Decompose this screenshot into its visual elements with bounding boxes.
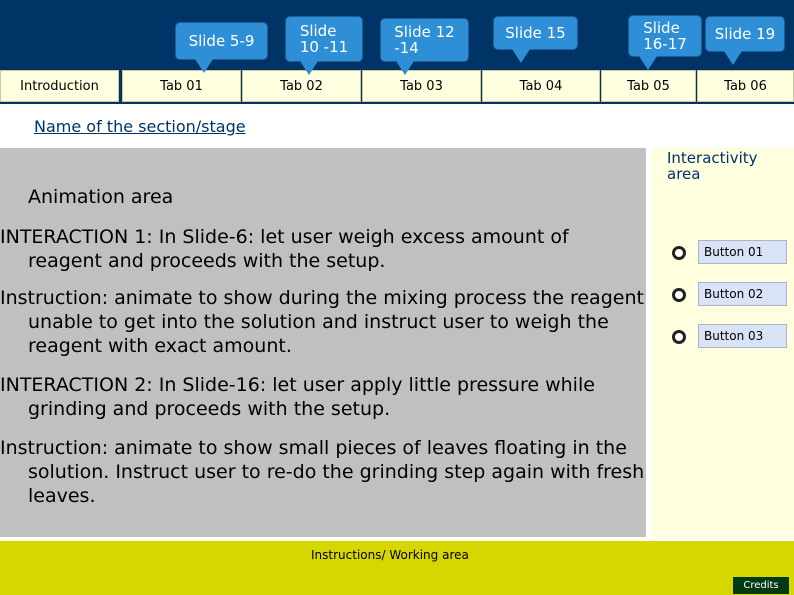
credits-label: Credits (743, 580, 779, 591)
tab-label: Introduction (20, 78, 99, 94)
slide-callout-tab03 (380, 18, 469, 62)
callout-label: Slide 10 -11 (299, 22, 349, 56)
credits-button[interactable] (733, 577, 789, 594)
button-label: Button 02 (704, 287, 764, 301)
tab-label: Tab 06 (724, 78, 767, 94)
tab-label: Tab 04 (519, 78, 563, 94)
slide-callout-tab05 (628, 15, 702, 57)
tab-03[interactable] (362, 70, 481, 102)
callout-pointer (512, 49, 530, 63)
instruction-1-text: Instruction: animate to show during the mixing process the reagent unable to get into the solution and instruct user to weigh the reagent with exact amount. (0, 287, 644, 357)
button-02[interactable] (698, 282, 787, 306)
slide-callout-tab02 (285, 16, 363, 62)
tab-label: Tab 05 (627, 78, 670, 94)
button-label: Button 03 (704, 329, 764, 343)
callout-pointer (300, 61, 318, 75)
tab-label: Tab 02 (280, 78, 323, 94)
slide-callout-tab01 (175, 22, 268, 60)
instruction-2-text: Instruction: animate to show small pieces of leaves floating in the solution. Instruct user to re-do the grinding step again with fresh leaves. (0, 437, 645, 507)
callout-label: Slide 12 -14 (394, 23, 455, 57)
tab-introduction[interactable] (0, 70, 119, 102)
tab-01[interactable] (122, 70, 241, 102)
callout-label: Slide 19 (714, 25, 776, 43)
callout-label: Slide 15 (505, 24, 566, 42)
interactivity-area-label: Interactivity area (667, 149, 758, 183)
tab-label: Tab 03 (400, 78, 443, 94)
slide-callout-tab04 (493, 16, 578, 50)
button-01[interactable] (698, 240, 787, 264)
tab-label: Tab 01 (160, 78, 203, 94)
interaction-1-text: INTERACTION 1: In Slide-6: let user weigh excess amount of reagent and proceeds with the setup. (0, 226, 569, 272)
callout-pointer (639, 56, 657, 70)
callout-pointer (396, 61, 414, 75)
button-03[interactable] (698, 324, 787, 348)
button-01-radio[interactable] (672, 246, 686, 260)
slide-callout-tab06 (705, 16, 785, 52)
tab-06[interactable] (697, 70, 794, 102)
callout-label: Slide 5-9 (188, 32, 255, 50)
section-title: Name of the section/stage (34, 117, 246, 136)
tab-05[interactable] (601, 70, 696, 102)
button-02-radio[interactable] (672, 288, 686, 302)
instructions-working-area-label: Instructions/ Working area (311, 548, 469, 562)
button-03-radio[interactable] (672, 330, 686, 344)
tab-04[interactable] (482, 70, 600, 102)
button-label: Button 01 (704, 245, 764, 259)
callout-label: Slide 16-17 (643, 19, 687, 53)
callout-pointer (724, 51, 742, 65)
animation-area-label: Animation area (28, 186, 174, 208)
interaction-2-text: INTERACTION 2: In Slide-16: let user apply little pressure while grinding and proceeds with the setup. (0, 374, 595, 420)
callout-pointer (195, 59, 213, 73)
